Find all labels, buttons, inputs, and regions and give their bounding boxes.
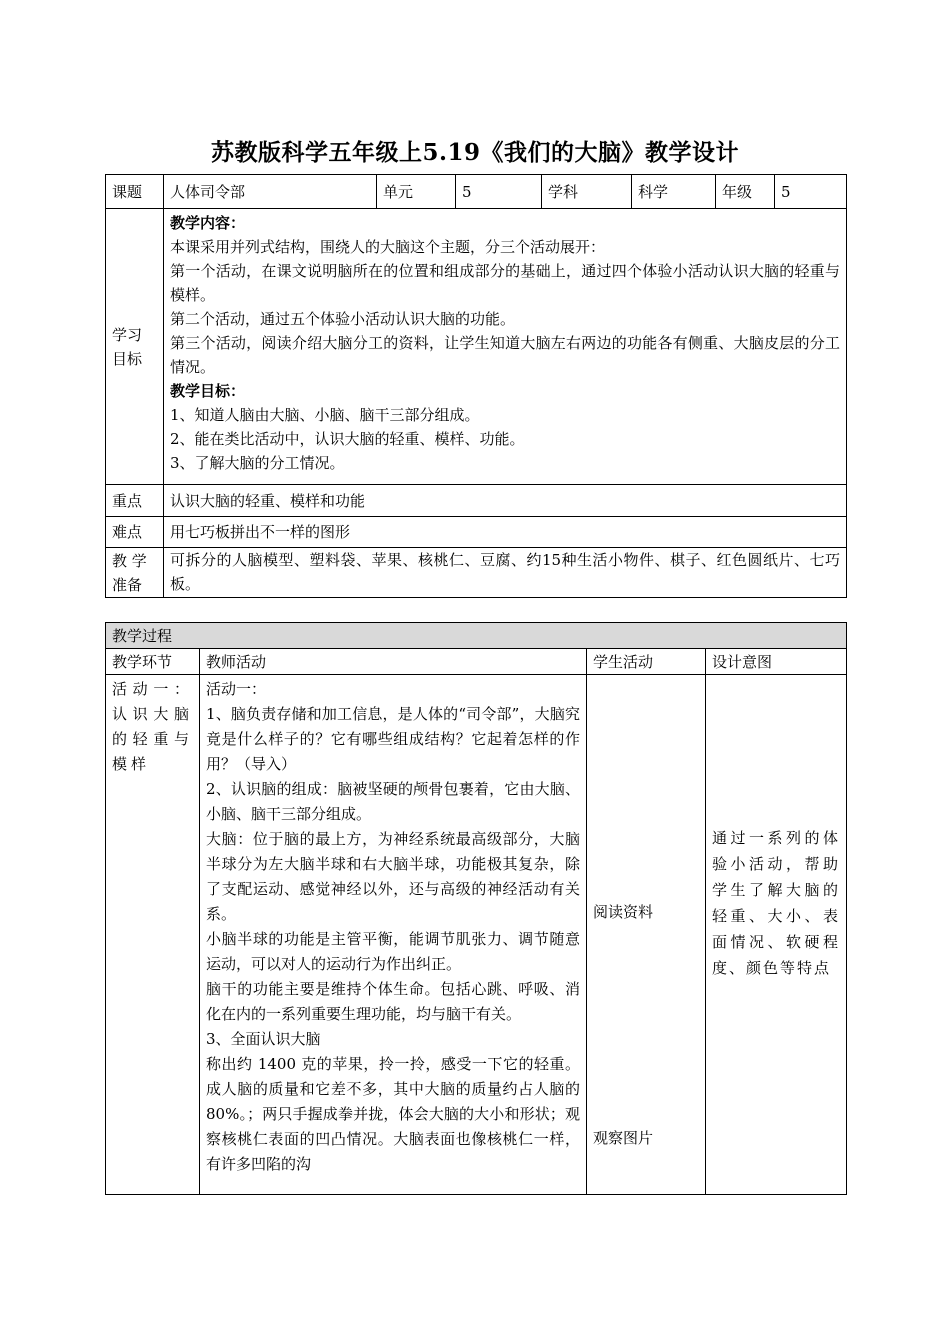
- goals-content: [164, 209, 847, 485]
- content-line: 第三个活动，阅读介绍大脑分工的资料，让学生知道大脑左右两边的功能各有侧重、大脑皮层的分工情况。: [170, 334, 840, 376]
- column-header-student: 学生活动: [587, 649, 706, 675]
- teacher-line: 脑干的功能主要是维持个体生命。包括心跳、呼吸、消化在内的一系列重要生理功能，均与脑干有关。: [206, 980, 580, 1023]
- column-header-intent: 设计意图: [706, 649, 847, 675]
- grade-value: 5: [775, 175, 847, 209]
- subject-label: 学科: [542, 175, 632, 209]
- subject-value: 科学: [632, 175, 716, 209]
- objectives-heading: 教学目标：: [170, 382, 246, 400]
- stage-cell: 活动一：认识大脑的轻重与模样: [106, 675, 200, 1195]
- topic-label: 课题: [106, 175, 164, 209]
- unit-label: 单元: [377, 175, 456, 209]
- content-line: 第一个活动，在课文说明脑所在的位置和组成部分的基础上，通过四个体验小活动认识大脑的轻重与模样。: [170, 262, 840, 304]
- teacher-line: 称出约 1400 克的苹果，拎一拎，感受一下它的轻重。成人脑的质量和它差不多，其中大脑的质量约占人脑的 80%。；两只手握成拳并拢，体会大脑的大小和形状；观察核桃仁表面的凹凸情况。大脑表面也像核桃仁一样，有许多凹陷的沟: [206, 1055, 580, 1173]
- content-line: 第二个活动，通过五个体验小活动认识大脑的功能。: [170, 310, 516, 328]
- lesson-info-table: [105, 174, 847, 598]
- teacher-line: 1、脑负责存储和加工信息，是人体的“司令部”，大脑究竟是什么样子的？它有哪些组成结构？它起着怎样的作用？（导入）: [206, 705, 580, 773]
- prep-label: 教 学 准备: [106, 548, 164, 598]
- grade-label: 年级: [716, 175, 775, 209]
- topic-value: 人体司令部: [164, 175, 377, 209]
- column-header-teacher: 教师活动: [200, 649, 587, 675]
- prep-value: 可拆分的人脑模型、塑料袋、苹果、核桃仁、豆腐、约15种生活小物件、棋子、红色圆纸片、七巧板。: [164, 548, 847, 598]
- teacher-line: 活动一：: [206, 680, 267, 698]
- difficulty-label: 难点: [106, 517, 164, 548]
- teacher-line: 小脑半球的功能是主管平衡，能调节肌张力、调节随意运动，可以对人的运动行为作出纠正。: [206, 930, 580, 973]
- unit-value: 5: [456, 175, 542, 209]
- page-title: 苏教版科学五年级上5.19《我们的大脑》教学设计: [210, 139, 740, 166]
- objective-item: 1、知道人脑由大脑、小脑、脑干三部分组成。: [170, 406, 480, 424]
- difficulty-value: 用七巧板拼出不一样的图形: [164, 517, 847, 548]
- process-table: [105, 622, 847, 1195]
- process-heading: 教学过程: [106, 623, 847, 649]
- key-point-label: 重点: [106, 485, 164, 517]
- teacher-line: 2、认识脑的组成：脑被坚硬的颅骨包裹着，它由大脑、小脑、脑干三部分组成。: [206, 780, 580, 823]
- objective-item: 3、了解大脑的分工情况。: [170, 454, 345, 472]
- student-activity-1: 阅读资料: [593, 903, 654, 921]
- teacher-activity-cell: [200, 675, 587, 1195]
- design-intent-cell: 通过一系列的体验小活动，帮助学生了解大脑的轻重、大小、表面情况、软硬程度、颜色等特点: [706, 675, 847, 1195]
- column-header-stage: 教学环节: [106, 649, 200, 675]
- student-activity-cell: [587, 675, 706, 1195]
- teacher-line: 3、全面认识大脑: [206, 1030, 321, 1048]
- content-line: 本课采用并列式结构，围绕人的大脑这个主题，分三个活动展开：: [170, 238, 606, 256]
- student-activity-2: 观察图片: [593, 1129, 654, 1147]
- content-heading: 教学内容：: [170, 214, 246, 232]
- goals-label: 学习 目标: [106, 209, 164, 485]
- objective-item: 2、能在类比活动中，认识大脑的轻重、模样、功能。: [170, 430, 525, 448]
- teacher-line: 大脑：位于脑的最上方，为神经系统最高级部分，大脑半球分为左大脑半球和右大脑半球，功能极其复杂，除了支配运动、感觉神经以外，还与高级的神经活动有关系。: [206, 830, 580, 923]
- key-point-value: 认识大脑的轻重、模样和功能: [164, 485, 847, 517]
